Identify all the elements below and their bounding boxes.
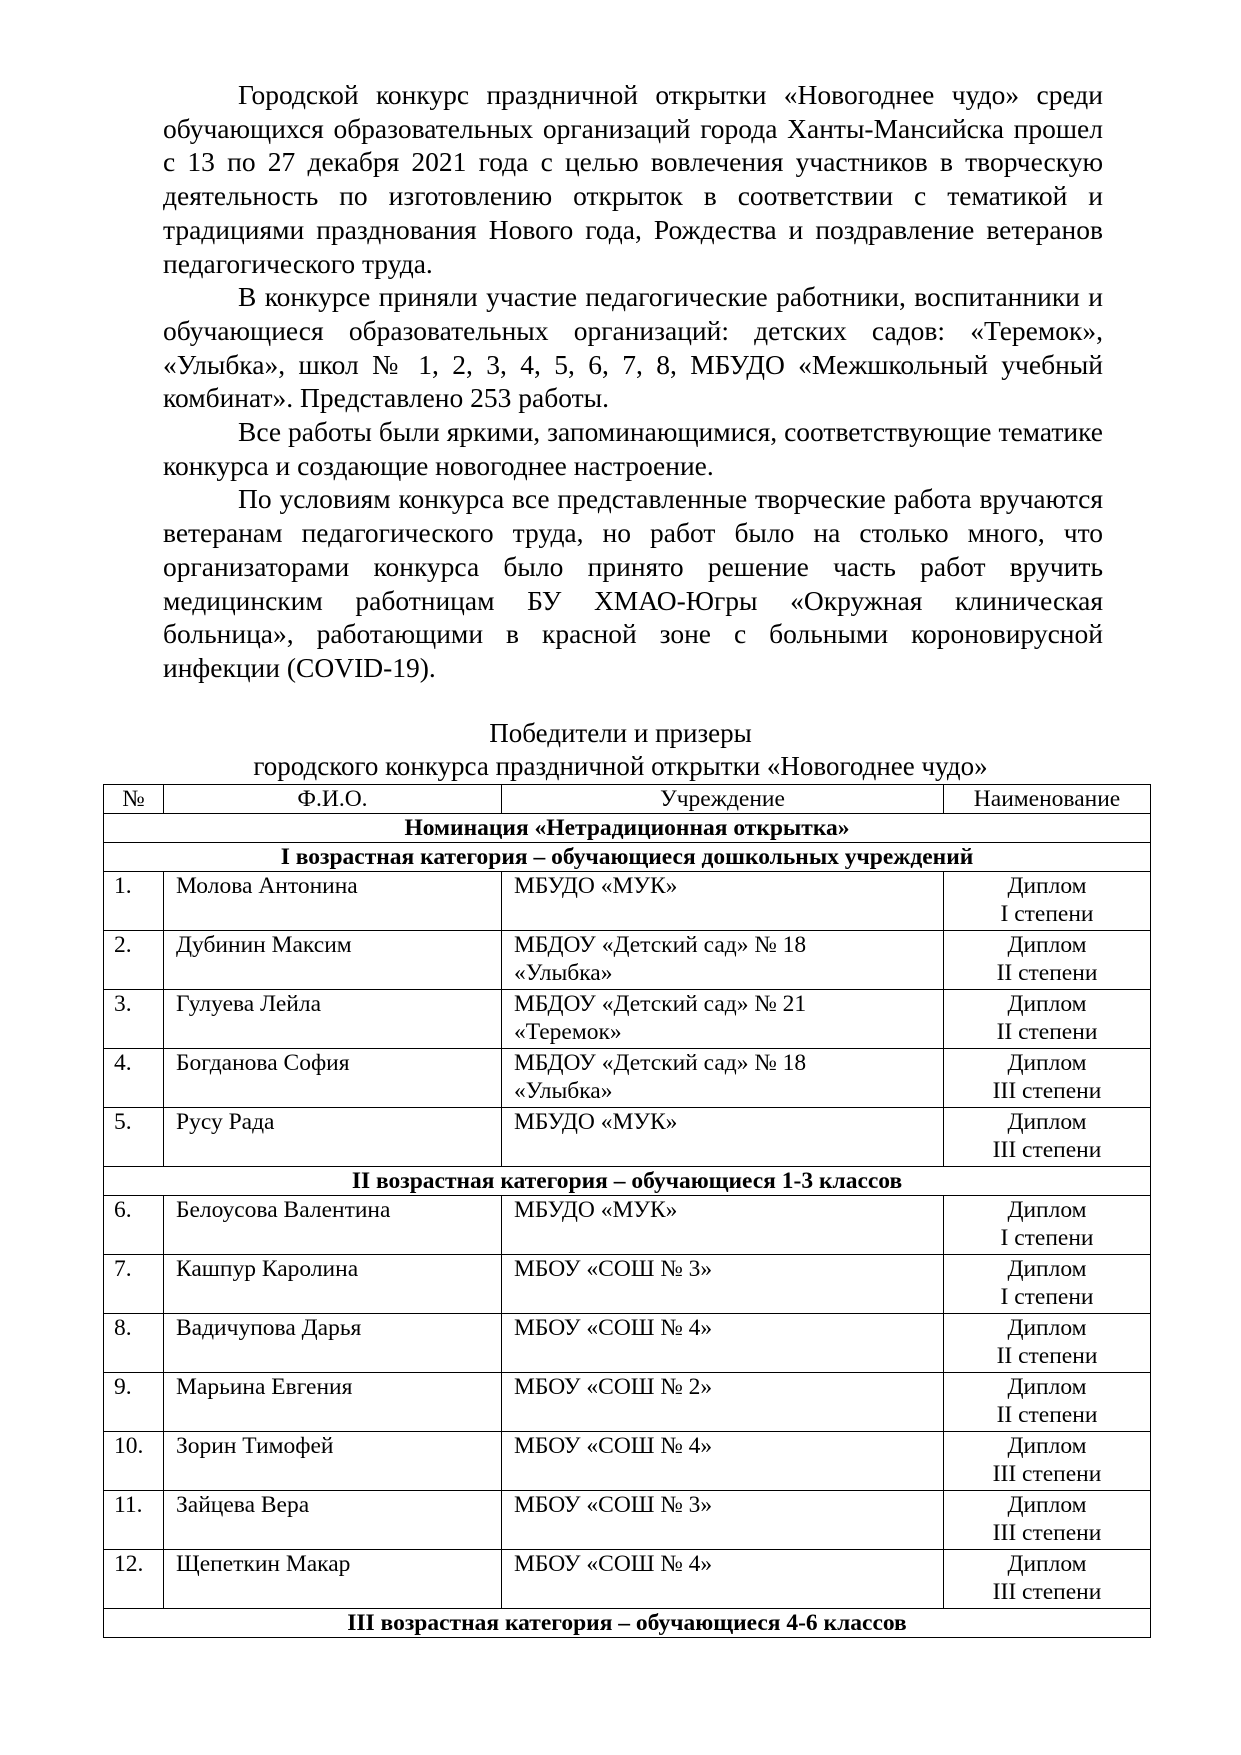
nomination-row bbox=[104, 814, 1151, 843]
institution-cell-text: МБОУ «СОШ № 4» bbox=[514, 1551, 713, 1577]
intro-paragraph: По условиям конкурса все представленные творческие работа вручаются ветеранам педагогического труда, но работ было на столько много, что организаторами конкурса было принято решение часть работ вручить медицинским работницам БУ ХМАО-Югры «Окружная клиническая больница», работающими в красной зоне с больными короновирусной инфекции (COVID-19). bbox=[163, 483, 1103, 683]
institution-cell-text: «Улыбка» bbox=[514, 960, 613, 986]
award-cell-text: II степени bbox=[996, 1343, 1098, 1369]
participant-name bbox=[164, 1373, 502, 1432]
participant-name bbox=[164, 1108, 502, 1167]
row-number bbox=[104, 1373, 164, 1432]
participant-name bbox=[164, 1314, 502, 1373]
row-number-text: 1. bbox=[114, 873, 132, 899]
institution-cell bbox=[502, 1314, 944, 1373]
award-cell bbox=[944, 1432, 1151, 1491]
award-cell-text: II степени bbox=[996, 1019, 1098, 1045]
award-cell-text: Диплом bbox=[1007, 1315, 1087, 1341]
intro-text bbox=[163, 78, 1103, 685]
award-cell-text: Диплом bbox=[1007, 1109, 1087, 1135]
table-row bbox=[104, 990, 1151, 1049]
award-cell-text: III степени bbox=[992, 1579, 1102, 1605]
award-cell-text: I степени bbox=[1000, 901, 1094, 927]
award-cell-text: Диплом bbox=[1007, 1551, 1087, 1577]
award-cell-text: III степени bbox=[992, 1520, 1102, 1546]
age-category-title: III возрастная категория – обучающиеся 4-6 классов bbox=[104, 1609, 1151, 1638]
row-number bbox=[104, 1108, 164, 1167]
row-number bbox=[104, 1314, 164, 1373]
row-number bbox=[104, 1049, 164, 1108]
row-number bbox=[104, 1491, 164, 1550]
institution-cell-text: МБДОУ «Детский сад» № 18 bbox=[514, 932, 807, 958]
award-cell bbox=[944, 872, 1151, 931]
institution-cell bbox=[502, 990, 944, 1049]
row-number bbox=[104, 1432, 164, 1491]
award-cell bbox=[944, 1049, 1151, 1108]
award-cell-text: Диплом bbox=[1007, 1433, 1087, 1459]
institution-cell bbox=[502, 1491, 944, 1550]
institution-cell-text: МБДОУ «Детский сад» № 21 bbox=[514, 991, 807, 1017]
table-row bbox=[104, 872, 1151, 931]
institution-cell bbox=[502, 872, 944, 931]
age-category-title: II возрастная категория – обучающиеся 1-3 классов bbox=[104, 1167, 1151, 1196]
award-cell bbox=[944, 1373, 1151, 1432]
award-cell bbox=[944, 1550, 1151, 1609]
table-row bbox=[104, 1550, 1151, 1609]
participant-name-text: Зайцева Вера bbox=[176, 1492, 310, 1518]
institution-cell bbox=[502, 1196, 944, 1255]
row-number-text: 6. bbox=[114, 1197, 132, 1223]
institution-cell bbox=[502, 1108, 944, 1167]
intro-paragraph: Городской конкурс праздничной открытки «Новогоднее чудо» среди обучающихся образовательных организаций города Ханты-Мансийска прошел с 13 по 27 декабря 2021 года с целью вовлечения участников в творческую деятельность по изготовлению открыток в соответствии с тематикой и традициями празднования Нового года, Рождества и поздравление ветеранов педагогического труда. bbox=[163, 79, 1103, 279]
table-row bbox=[104, 1049, 1151, 1108]
row-number-text: 8. bbox=[114, 1315, 132, 1341]
winners-table bbox=[103, 784, 1151, 1638]
table-body bbox=[104, 814, 1151, 1638]
participant-name-text: Кашпур Каролина bbox=[176, 1256, 359, 1282]
row-number bbox=[104, 872, 164, 931]
institution-cell bbox=[502, 1432, 944, 1491]
award-cell bbox=[944, 1108, 1151, 1167]
participant-name-text: Русу Рада bbox=[176, 1109, 275, 1135]
institution-cell bbox=[502, 1049, 944, 1108]
row-number bbox=[104, 1196, 164, 1255]
participant-name-text: Белоусова Валентина bbox=[176, 1197, 391, 1223]
table-row bbox=[104, 1373, 1151, 1432]
table-row bbox=[104, 931, 1151, 990]
table-row bbox=[104, 1432, 1151, 1491]
award-cell bbox=[944, 990, 1151, 1049]
caption-line: Победители и призеры bbox=[489, 718, 752, 748]
award-cell bbox=[944, 1491, 1151, 1550]
table-row bbox=[104, 1255, 1151, 1314]
table-row bbox=[104, 1196, 1151, 1255]
institution-cell-text: МБУДО «МУК» bbox=[514, 873, 678, 899]
award-cell-text: III степени bbox=[992, 1461, 1102, 1487]
institution-cell-text: МБДОУ «Детский сад» № 18 bbox=[514, 1050, 807, 1076]
award-cell-text: Диплом bbox=[1007, 873, 1087, 899]
row-number-text: 5. bbox=[114, 1109, 132, 1135]
row-number bbox=[104, 931, 164, 990]
institution-cell-text: «Улыбка» bbox=[514, 1078, 613, 1104]
award-cell-text: Диплом bbox=[1007, 991, 1087, 1017]
row-number-text: 11. bbox=[114, 1492, 143, 1518]
institution-cell-text: МБОУ «СОШ № 2» bbox=[514, 1374, 713, 1400]
participant-name bbox=[164, 1491, 502, 1550]
age-category-row bbox=[104, 1167, 1151, 1196]
participant-name bbox=[164, 1255, 502, 1314]
award-cell bbox=[944, 1255, 1151, 1314]
award-cell-text: Диплом bbox=[1007, 1374, 1087, 1400]
award-cell-text: II степени bbox=[996, 1402, 1098, 1428]
award-cell-text: III степени bbox=[992, 1137, 1102, 1163]
participant-name bbox=[164, 1550, 502, 1609]
age-category-row bbox=[104, 1609, 1151, 1638]
institution-cell-text: «Теремок» bbox=[514, 1019, 622, 1045]
award-cell-text: I степени bbox=[1000, 1284, 1094, 1310]
row-number-text: 2. bbox=[114, 932, 132, 958]
row-number-text: 3. bbox=[114, 991, 132, 1017]
award-cell-text: III степени bbox=[992, 1078, 1102, 1104]
participant-name bbox=[164, 931, 502, 990]
institution-cell-text: МБОУ «СОШ № 3» bbox=[514, 1256, 713, 1282]
award-cell bbox=[944, 931, 1151, 990]
header-award: Наименование bbox=[944, 785, 1151, 814]
intro-paragraph: В конкурсе приняли участие педагогические работники, воспитанники и обучающиеся образовательных организаций: детских садов: «Теремок», «Улыбка», школ № 1, 2, 3, 4, 5, 6, 7, 8, МБУДО «Межшкольный учебный комбинат». Представлено 253 работы. bbox=[163, 281, 1103, 414]
participant-name bbox=[164, 990, 502, 1049]
award-cell-text: Диплом bbox=[1007, 1050, 1087, 1076]
nomination-title: Номинация «Нетрадиционная открытка» bbox=[104, 814, 1151, 843]
institution-cell-text: МБУДО «МУК» bbox=[514, 1109, 678, 1135]
participant-name-text: Молова Антонина bbox=[176, 873, 358, 899]
award-cell-text: Диплом bbox=[1007, 1256, 1087, 1282]
header-institution: Учреждение bbox=[502, 785, 944, 814]
row-number-text: 9. bbox=[114, 1374, 132, 1400]
header-num: № bbox=[104, 785, 164, 814]
row-number-text: 10. bbox=[114, 1433, 144, 1459]
table-row bbox=[104, 1491, 1151, 1550]
participant-name bbox=[164, 1049, 502, 1108]
award-cell-text: Диплом bbox=[1007, 1492, 1087, 1518]
award-cell-text: II степени bbox=[996, 960, 1098, 986]
row-number-text: 12. bbox=[114, 1551, 144, 1577]
table-header-row bbox=[104, 785, 1151, 814]
row-number bbox=[104, 1550, 164, 1609]
institution-cell-text: МБУДО «МУК» bbox=[514, 1197, 678, 1223]
institution-cell bbox=[502, 1550, 944, 1609]
institution-cell-text: МБОУ «СОШ № 4» bbox=[514, 1433, 713, 1459]
institution-cell bbox=[502, 931, 944, 990]
award-cell-text: Диплом bbox=[1007, 1197, 1087, 1223]
caption-line: городского конкурса праздничной открытки «Новогоднее чудо» bbox=[253, 751, 988, 781]
participant-name bbox=[164, 872, 502, 931]
age-category-row bbox=[104, 843, 1151, 872]
institution-cell bbox=[502, 1373, 944, 1432]
table-row bbox=[104, 1314, 1151, 1373]
participant-name-text: Марьина Евгения bbox=[176, 1374, 353, 1400]
row-number-text: 7. bbox=[114, 1256, 132, 1282]
participant-name bbox=[164, 1432, 502, 1491]
institution-cell bbox=[502, 1255, 944, 1314]
participant-name-text: Дубинин Максим bbox=[176, 932, 352, 958]
participant-name-text: Зорин Тимофей bbox=[176, 1433, 334, 1459]
participant-name-text: Гулуева Лейла bbox=[176, 991, 322, 1017]
row-number bbox=[104, 990, 164, 1049]
award-cell bbox=[944, 1314, 1151, 1373]
participant-name-text: Богданова София bbox=[176, 1050, 350, 1076]
table-caption bbox=[92, 717, 1149, 783]
row-number bbox=[104, 1255, 164, 1314]
award-cell-text: Диплом bbox=[1007, 932, 1087, 958]
award-cell bbox=[944, 1196, 1151, 1255]
age-category-title: I возрастная категория – обучающиеся дошкольных учреждений bbox=[104, 843, 1151, 872]
award-cell-text: I степени bbox=[1000, 1225, 1094, 1251]
intro-paragraph: Все работы были яркими, запоминающимися, соответствующие тематике конкурса и создающие новогоднее настроение. bbox=[163, 416, 1103, 481]
table-row bbox=[104, 1108, 1151, 1167]
institution-cell-text: МБОУ «СОШ № 4» bbox=[514, 1315, 713, 1341]
header-fio: Ф.И.О. bbox=[164, 785, 502, 814]
participant-name-text: Вадичупова Дарья bbox=[176, 1315, 362, 1341]
institution-cell-text: МБОУ «СОШ № 3» bbox=[514, 1492, 713, 1518]
participant-name-text: Щепеткин Макар bbox=[176, 1551, 351, 1577]
participant-name bbox=[164, 1196, 502, 1255]
row-number-text: 4. bbox=[114, 1050, 132, 1076]
